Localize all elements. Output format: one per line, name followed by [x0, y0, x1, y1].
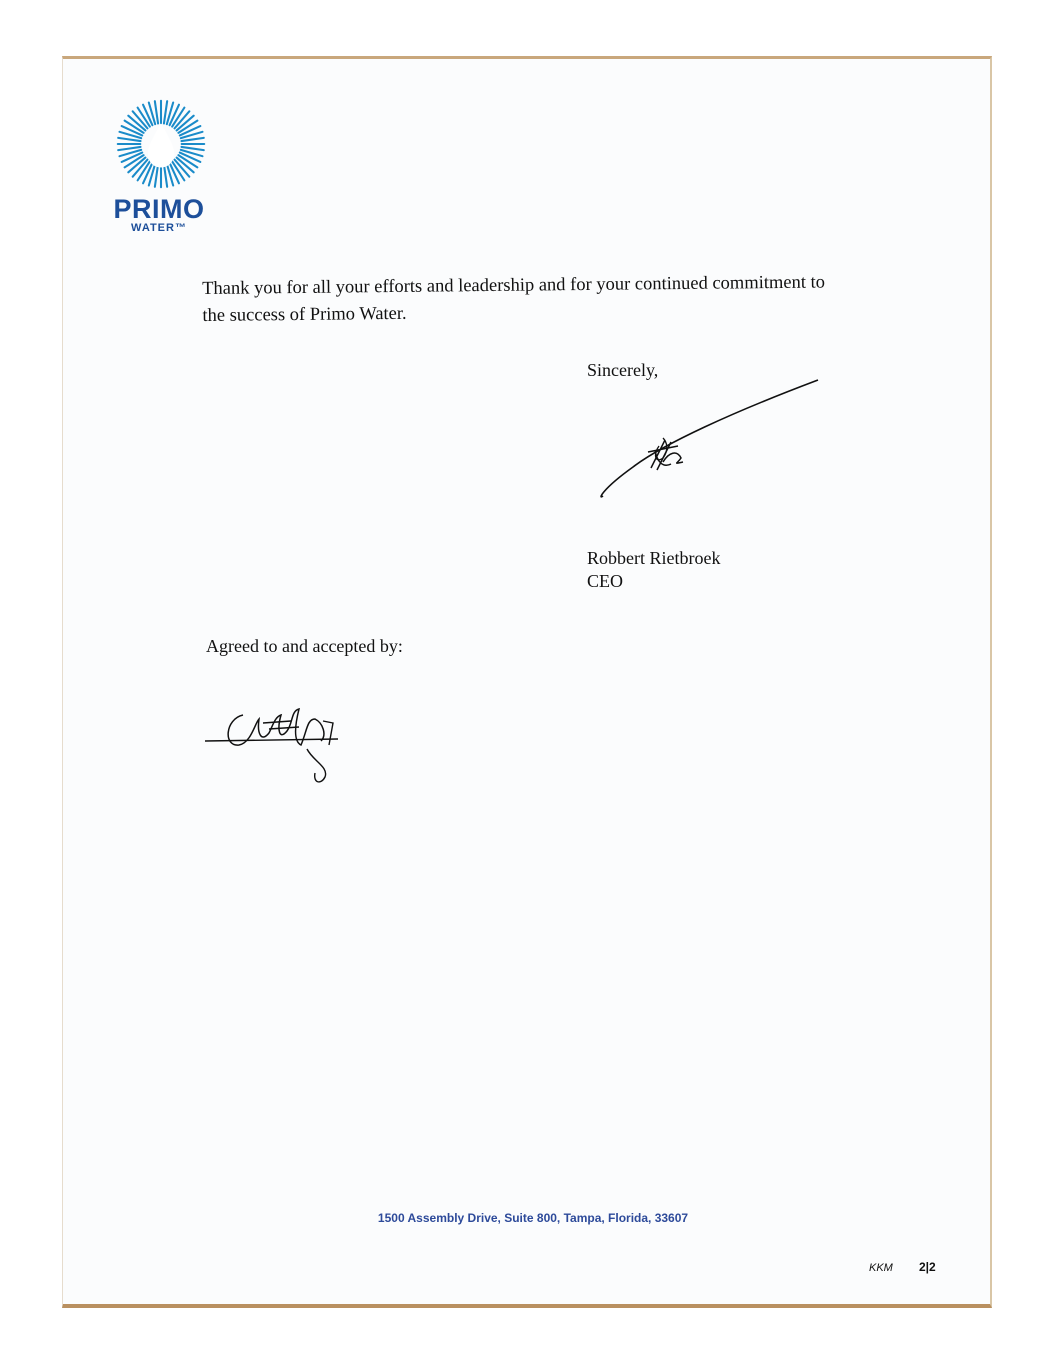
logo-ray	[118, 147, 140, 150]
logo-wordmark: PRIMO	[113, 194, 205, 224]
letter-body	[202, 269, 883, 330]
letter-page	[62, 56, 992, 1308]
employee-signature	[203, 689, 353, 789]
logo-ray	[181, 147, 203, 150]
signer-name: Robbert Rietbroek	[587, 548, 721, 568]
ceo-signature	[593, 372, 833, 502]
acceptance-label: Agreed to and accepted by:	[206, 636, 403, 656]
body-line-1: Thank you for all your efforts and leadership and for your continued commitment to	[202, 272, 826, 299]
closing-salutation: Sincerely,	[587, 360, 659, 380]
page-initials	[869, 1255, 949, 1279]
logo-subtitle: WATER™	[131, 222, 187, 234]
water-drop-burst-icon	[114, 97, 208, 191]
signer-title: CEO	[587, 571, 623, 591]
logo-ray	[155, 164, 158, 186]
primo-water-logo	[111, 97, 211, 247]
logo-ray	[164, 101, 167, 123]
logo-ray	[181, 138, 203, 141]
page-number-mark: 2|2	[919, 1260, 936, 1274]
body-line-2: the success of Primo Water.	[202, 303, 407, 326]
logo-ray	[118, 138, 140, 141]
company-address: 1500 Assembly Drive, Suite 800, Tampa, Florida, 33607	[377, 1211, 689, 1225]
initials-text: KKM	[869, 1262, 893, 1274]
logo-ray	[164, 164, 167, 186]
logo-ray	[155, 101, 158, 123]
